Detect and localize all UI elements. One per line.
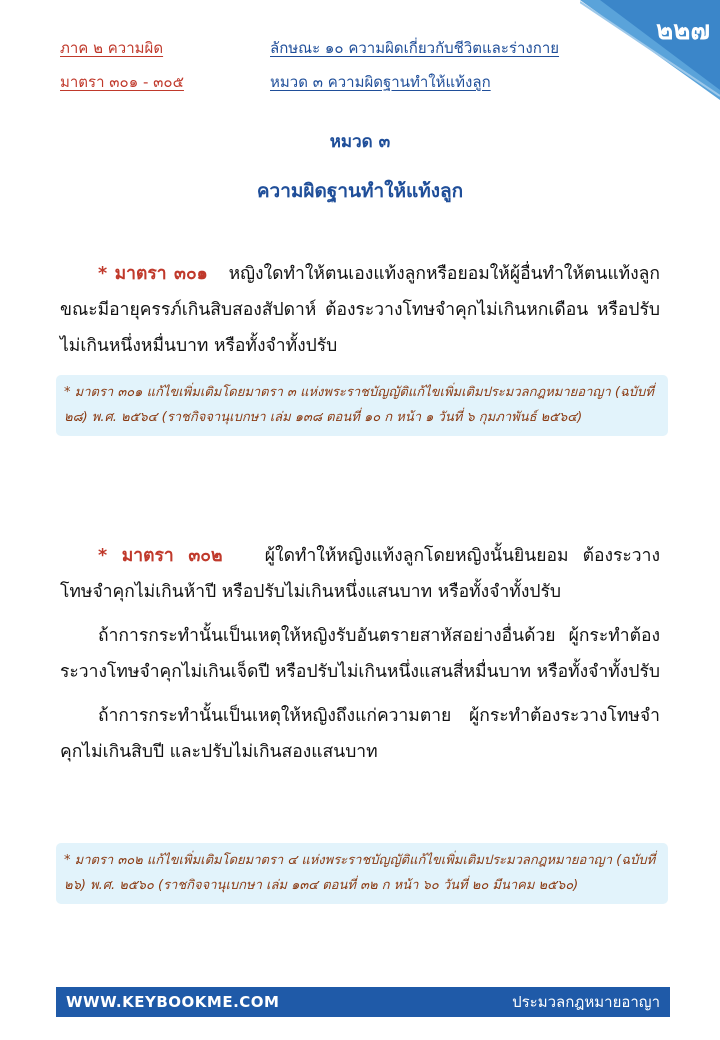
header-title: ลักษณะ ๑๐ ความผิดเกี่ยวกับชีวิตและร่างกาย	[270, 39, 560, 57]
section-paragraph: * มาตรา ๓๐๑ หญิงใดทำให้ตนเองแท้งลูกหรือยอมให้ผู้อื่นทำให้ตนแท้งลูกขณะมีอายุครรภ์เกินสิบสองสัปดาห์ ต้องระวางโทษจำคุกไม่เกินหกเดือน หรือปรับไม่เกินหนึ่งหมื่นบาท หรือทั้งจำทั้งปรับ	[60, 264, 660, 356]
header-chapter-ref: หมวด ๓ ความผิดฐานทำให้แท้งลูก	[270, 73, 491, 91]
footer-book-title: ประมวลกฎหมายอาญา	[512, 993, 660, 1011]
section-paragraph: ถ้าการกระทำนั้นเป็นเหตุให้หญิงรับอันตรายสาหัสอย่างอื่นด้วย ผู้กระทำต้องระวางโทษจำคุกไม่เกินเจ็ดปี หรือปรับไม่เกินหนึ่งแสนสี่หมื่นบาท หรือทั้งจำทั้งปรับ	[60, 626, 660, 682]
chapter-title: ความผิดฐานทำให้แท้งลูก	[256, 180, 464, 202]
section-paragraph: * มาตรา ๓๐๒ ผู้ใดทำให้หญิงแท้งลูกโดยหญิงนั้นยินยอม ต้องระวางโทษจำคุกไม่เกินห้าปี หรือปรับไม่เกินหนึ่งแสนบาท หรือทั้งจำทั้งปรับ	[60, 546, 660, 602]
header-part: ภาค ๒ ความผิด	[60, 39, 164, 57]
section-number: * มาตรา ๓๐๑	[98, 264, 208, 284]
header-sections-range: มาตรา ๓๐๑ - ๓๐๕	[60, 73, 184, 91]
section-302-amendment-note: * มาตรา ๓๐๒ แก้ไขเพิ่มเติมโดยมาตรา ๔ แห่งพระราชบัญญัติแก้ไขเพิ่มเติมประมวลกฎหมายอาญา (ฉบับที่ ๒๖) พ.ศ. ๒๕๖๐ (ราชกิจจานุเบกษา เล่ม ๑๓๔ ตอนที่ ๓๒ ก หน้า ๖๐ วันที่ ๒๐ มีนาคม ๒๕๖๐)	[56, 843, 668, 904]
section-301-amendment-note: * มาตรา ๓๐๑ แก้ไขเพิ่มเติมโดยมาตรา ๓ แห่งพระราชบัญญัติแก้ไขเพิ่มเติมประมวลกฎหมายอาญา (ฉบับที่ ๒๘) พ.ศ. ๒๕๖๔ (ราชกิจจานุเบกษา เล่ม ๑๓๘ ตอนที่ ๑๐ ก หน้า ๑ วันที่ ๖ กุมภาพันธ์ ๒๕๖๔)	[56, 375, 668, 436]
section-301	[60, 256, 660, 364]
section-302	[60, 538, 660, 770]
page-footer	[56, 987, 670, 1017]
chapter-label: หมวด ๓	[329, 132, 391, 152]
section-paragraph: ถ้าการกระทำนั้นเป็นเหตุให้หญิงถึงแก่ความตาย ผู้กระทำต้องระวางโทษจำคุกไม่เกินสิบปี และปรับไม่เกินสองแสนบาท	[60, 706, 660, 762]
section-number: * มาตรา ๓๐๒	[98, 546, 223, 566]
page-number: ๒๒๗	[656, 16, 710, 46]
footer-site-link[interactable]: WWW.KEYBOOKME.COM	[66, 993, 280, 1011]
